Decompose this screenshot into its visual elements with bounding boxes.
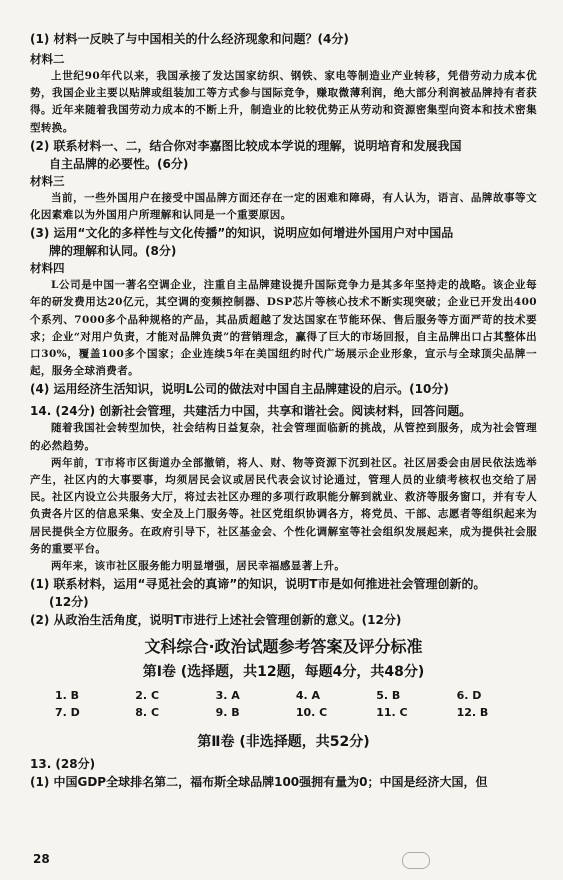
material-2-label: 材料二	[30, 52, 65, 66]
part-2-title: 第Ⅱ卷 (非选择题，共52分)	[197, 734, 370, 751]
answer-row	[55, 687, 537, 704]
question-14-paragraph-1: 随着我国社会转型加快，社会结构日益复杂，社会管理面临新的挑战，从管控到服务，成为社会管理的必然趋势。	[30, 422, 537, 452]
answer-cell: 3. A	[215, 689, 240, 703]
question-13-2-line2: 自主品牌的必要性。(6分)	[49, 156, 189, 171]
answer-cell: 8. C	[135, 706, 160, 720]
answer-row	[55, 704, 537, 721]
question-14-paragraph-3: 两年来，该市社区服务能力明显增强，居民幸福感显著上升。	[51, 560, 346, 573]
answer-cell: 5. B	[376, 689, 401, 703]
answer-cell: 1. B	[55, 689, 80, 703]
answer-table	[55, 687, 537, 721]
stamp-mark	[402, 852, 430, 869]
answer-key-title: 文科综合·政治试题参考答案及评分标准	[144, 637, 423, 657]
question-14-2: (2) 从政治生活角度，说明T市进行上述社会管理创新的意义。(12分)	[30, 613, 402, 628]
question-14-paragraph-2: 两年前，T市将市区街道办全部撤销，将人、财、物等资源下沉到社区。社区居委会由居民依法选举产生，社区内的大事要事，均须居民会议或居民代表会议讨论通过，管理人员的业绩考核权也交给了居民。社区内设立公共服务大厅，将过去社区办理的多项行政职能分解到就业、救济等服务窗口，并有专人负责各片区的信息采集、安全及上门服务等。社区党组织协调各方，将党员、干部、志愿者等组织起来为居民提供全方位服务。在政府引导下，社区基金会、个性化调解室等社会组织发展起来，成为提供社会服务的重要平台。	[30, 456, 537, 555]
material-4-text: L公司是中国一著名空调企业，注重自主品牌建设提升国际竞争力是其多年坚持走的战略。该企业每年的研发费用达20亿元，其空调的变频控制器、DSP芯片等核心技术不断实现突破；企业已开发出400个系列、7000多个品种规格的产品，其品质超越了发达国家在节能环保、售后服务等方面严苛的技术要求；企业“对用户负责，才能对品牌负责”的营销理念，赢得了巨大的市场回报，自主品牌出口占其整体出口30%，覆盖100多个国家；企业连续5年在美国纽约时代广场展示企业形象，宣示与全球顶尖品牌一起，服务全球消费者。	[30, 279, 537, 378]
answer-cell: 9. B	[215, 706, 240, 720]
answer-13-1: (1) 中国GDP全球排名第二，福布斯全球品牌100强拥有量为0；中国是经济大国，但	[30, 775, 488, 790]
material-3-label: 材料三	[30, 173, 65, 188]
answer-cell: 11. C	[376, 706, 408, 720]
material-2-text: 上世纪90年代以来，我国承接了发达国家纺织、钢铁、家电等制造业产业转移，凭借劳动力成本优势，我国企业主要以贴牌或组装加工等方式参与国际竞争，赚取微薄利润，绝大部分利润被品牌持有者获得。近年来随着我国劳动力成本的不断上升，制造业的比较优势正从劳动和资源密集型向资本和技术密集型转换。	[30, 70, 537, 134]
answer-cell: 10. C	[295, 706, 328, 720]
page-number: 28	[33, 852, 50, 866]
answer-13-heading: 13. (28分)	[30, 757, 96, 772]
answer-cell: 4. A	[295, 689, 321, 703]
question-13-1: (1) 材料一反映了与中国相关的什么经济现象和问题？(4分)	[30, 32, 349, 46]
question-14-1-line1: (1) 联系材料，运用“寻觅社会的真谛”的知识，说明T市是如何推进社会管理创新的。	[30, 577, 486, 592]
question-14-heading: 14. (24分) 创新社会管理，共建活力中国，共享和谐社会。阅读材料，回答问题。	[30, 404, 472, 419]
material-4-label: 材料四	[30, 261, 65, 276]
question-13-2-line1: (2) 联系材料一、二，结合你对李嘉图比较成本学说的理解，说明培育和发展我国	[30, 138, 462, 153]
answer-cell: 2. C	[135, 689, 160, 703]
question-13-4: (4) 运用经济生活知识，说明L公司的做法对中国自主品牌建设的启示。(10分)	[30, 382, 449, 397]
answer-cell: 6. D	[456, 689, 482, 703]
answer-cell: 7. D	[55, 706, 80, 720]
material-3-text: 当前，一些外国用户在接受中国品牌方面还存在一定的困难和障碍，有人认为，语言、品牌故事等文化因素难以为外国用户所理解和认同是一个重要原因。	[30, 191, 537, 222]
part-1-title: 第Ⅰ卷 (选择题，共12题，每题4分，共48分)	[142, 664, 425, 681]
question-13-3-line1: (3) 运用“文化的多样性与文化传播”的知识，说明应如何增进外国用户对中国品	[30, 226, 454, 241]
document-page	[0, 30, 563, 880]
answer-cell: 12. B	[456, 706, 489, 720]
question-14-1-line2: (12分)	[49, 595, 89, 610]
question-13-3-line2: 牌的理解和认同。(8分)	[49, 244, 177, 259]
